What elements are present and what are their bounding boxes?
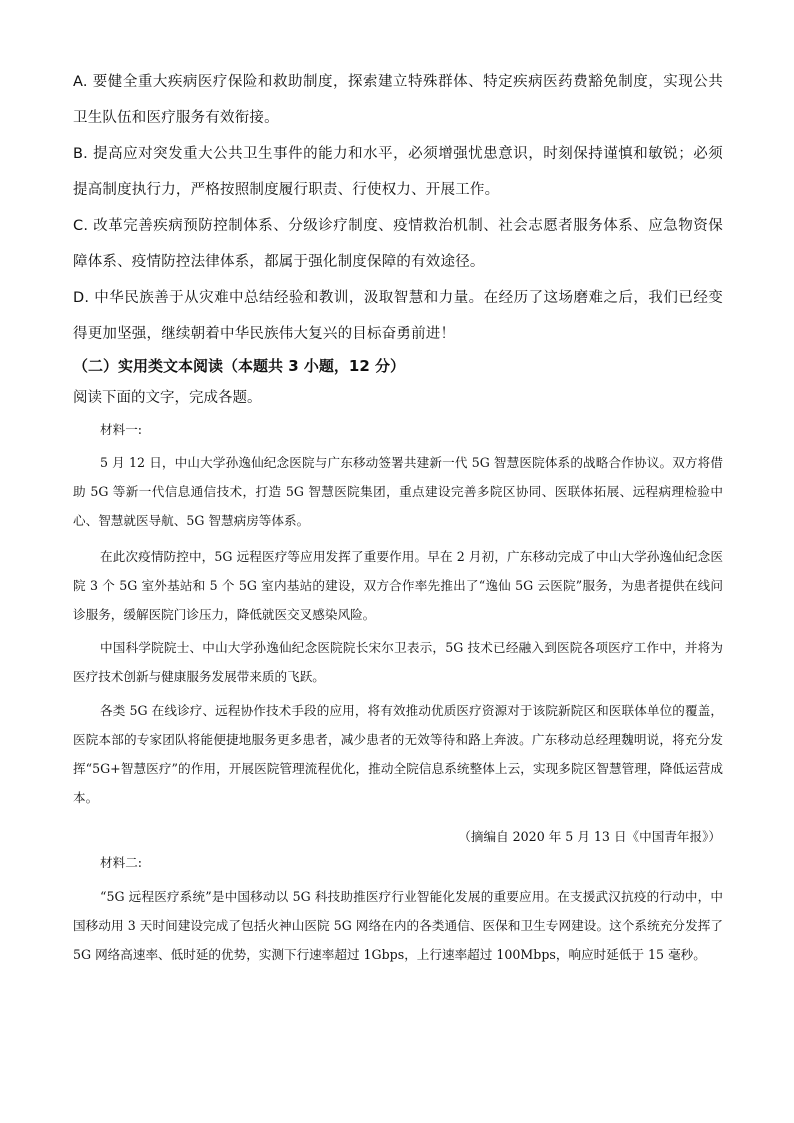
material1-paragraph-3: 中国科学院院士、中山大学孙逸仙纪念医院院长宋尔卫表示，5G 技术已经融入到医院各项医疗工作中，并将为医疗技术创新与健康服务发展带来质的飞跃。 bbox=[73, 640, 723, 684]
material2-paragraph-1: “5G 远程医疗系统”是中国移动以 5G 科技助推医疗行业智能化发展的重要应用。在支援武汉抗疫的行动中，中国移动用 3 天时间建设完成了包括火神山医院 5G 网络在内的各类通信、医保和卫生专网建设。这个系统充分发挥了 5G 网络高速率、低时延的优势，实测下行速率超过 1Gbps，上行速率超过 100Mbps，响应时延低于 15 毫秒。 bbox=[73, 889, 723, 962]
option-c: C. 改革完善疾病预防控制体系、分级诊疗制度、疫情救治机制、社会志愿者服务体系、应急物资保障体系、疫情防控法律体系，都属于强化制度保障的有效途径。 bbox=[73, 218, 723, 270]
option-b: B. 提高应对突发重大公共卫生事件的能力和水平，必须增强忧患意识，时刻保持谨慎和敏锐；必须提高制度执行力，严格按照制度履行职责、行使权力、开展工作。 bbox=[73, 146, 723, 198]
material1-label: 材料一: bbox=[100, 422, 143, 437]
material1-source: （摘编自 2020 年 5 月 13 日《中国青年报》） bbox=[458, 829, 721, 844]
section-instruction: 阅读下面的文字，完成各题。 bbox=[73, 390, 262, 406]
material1-paragraph-1: 5 月 12 日，中山大学孙逸仙纪念医院与广东移动签署共建新一代 5G 智慧医院体系的战略合作协议。双方将借助 5G 等新一代信息通信技术，打造 5G 智慧医院集团，重点建设完善多院区协同、医联体拓展、远程病理检验中心、智慧就医导航、5G 智慧病房等体系。 bbox=[73, 455, 723, 528]
option-a: A. 要健全重大疾病医疗保险和救助制度，探索建立特殊群体、特定疾病医药费豁免制度，实现公共卫生队伍和医疗服务有效衔接。 bbox=[73, 74, 723, 126]
material2-label: 材料二: bbox=[100, 855, 143, 870]
section-title: （二）实用类文本阅读（本题共 3 小题，12 分） bbox=[73, 357, 405, 375]
option-d: D. 中华民族善于从灾难中总结经验和教训，汲取智慧和力量。在经历了这场磨难之后，我们已经变得更加坚强，继续朝着中华民族伟大复兴的目标奋勇前进！ bbox=[73, 290, 723, 342]
material1-paragraph-2: 在此次疫情防控中，5G 远程医疗等应用发挥了重要作用。早在 2 月初，广东移动完成了中山大学孙逸仙纪念医院 3 个 5G 室外基站和 5 个 5G 室内基站的建设，双方合作率先推出了“逸仙 5G 云医院”服务，为患者提供在线问诊服务，缓解医院门诊压力，降低就医交叉感染风险。 bbox=[73, 549, 723, 622]
material1-paragraph-4: 各类 5G 在线诊疗、远程协作技术手段的应用，将有效推动优质医疗资源对于该院新院区和医联体单位的覆盖，医院本部的专家团队将能便捷地服务更多患者，减少患者的无效等待和路上奔波。广东移动总经理魏明说，将充分发挥“5G+智慧医疗”的作用，开展医院管理流程优化，推动全院信息系统整体上云，实现多院区智慧管理，降低运营成本。 bbox=[73, 703, 723, 805]
